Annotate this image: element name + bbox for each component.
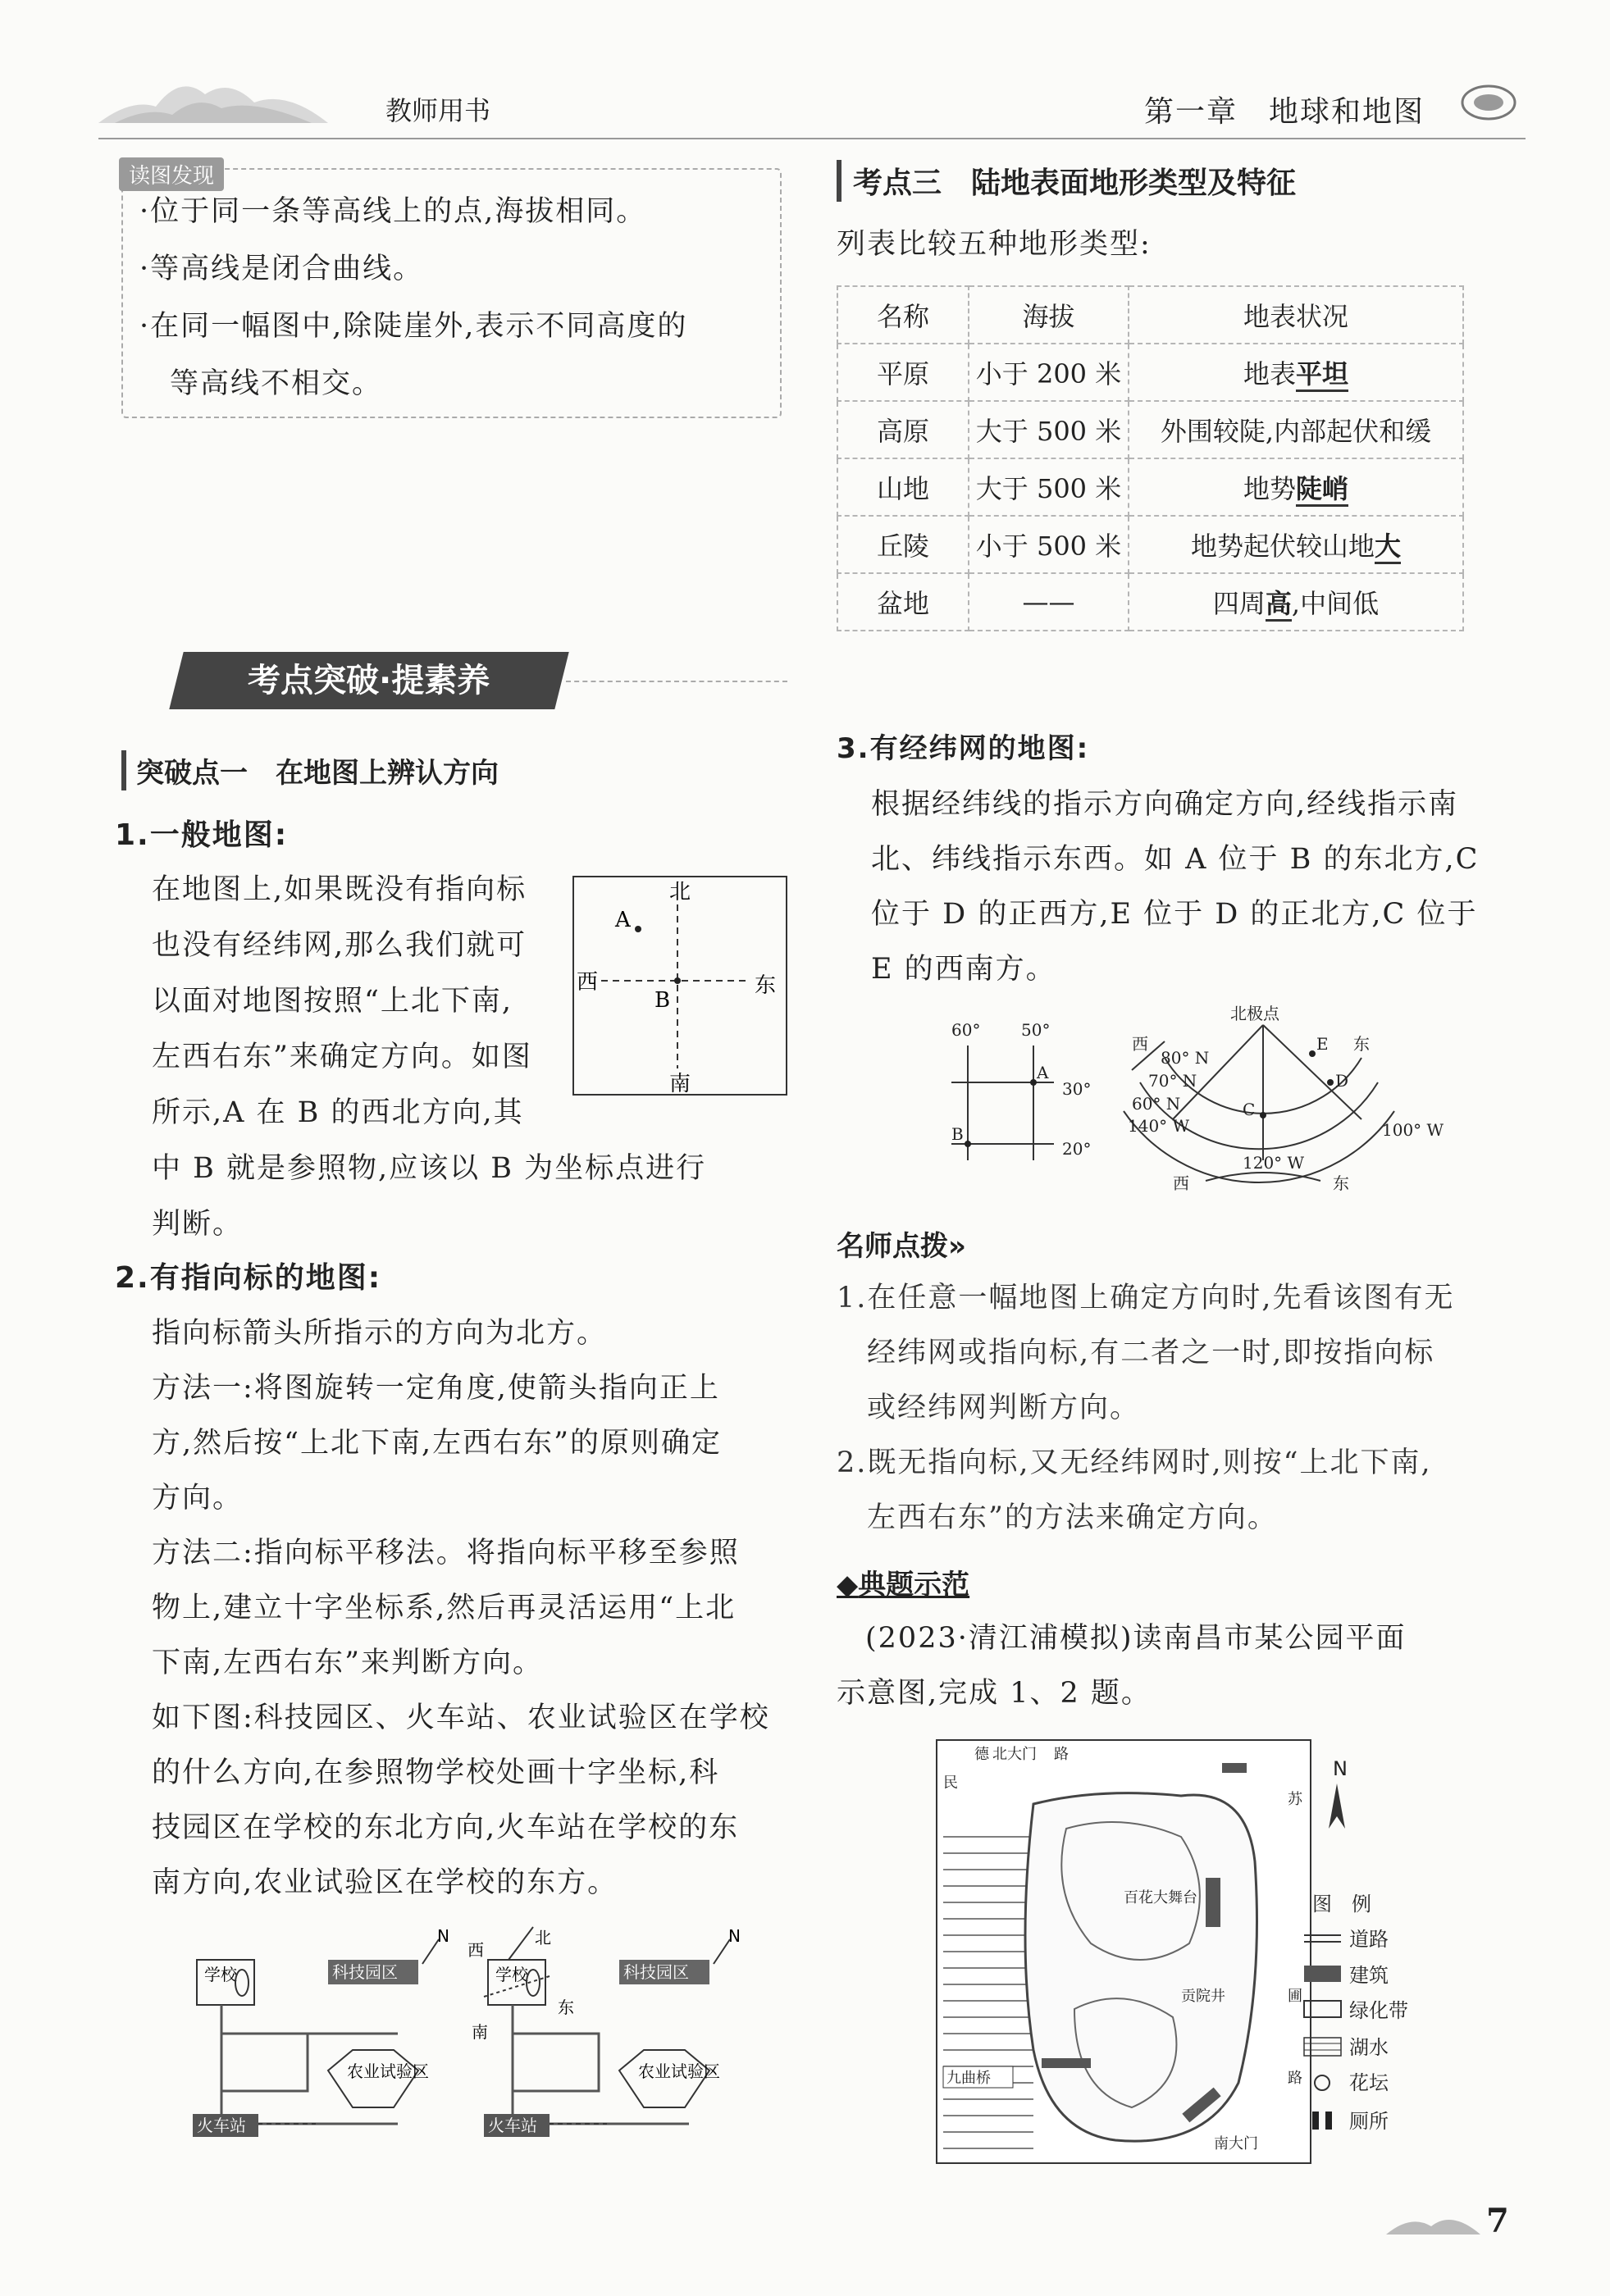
tips-line-2: 经纬网或指向标,有二者之一时,即按指向标 [837, 1337, 1435, 1369]
grat-lon50: 50° [1021, 1020, 1051, 1040]
grat-b: B [951, 1124, 964, 1144]
header-chapter-title: 第一章 地球和地图 [1144, 95, 1425, 129]
grat-w: 西 [1132, 1034, 1148, 1054]
compass-e: 东 [755, 973, 777, 998]
legend-road: 道路 [1349, 1928, 1389, 1951]
point1-s1-title: 1.一般地图: [115, 818, 289, 852]
s2-line-10: 技园区在学校的东北方向,火车站在学校的东 [152, 1811, 740, 1844]
section-banner: 考点突破·提素养 [169, 652, 568, 709]
s2-line-11: 南方向,农业试验区在学校的东方。 [152, 1866, 618, 1899]
s2-line-7: 下南,左西右东”来判断方向。 [152, 1647, 544, 1679]
map2-school: 学校 [495, 1965, 528, 1984]
s2-line-1: 指向标箭头所指示的方向为北方。 [152, 1317, 608, 1350]
s1-line-5: 所示,A 在 B 的西北方向,其 [152, 1096, 524, 1129]
header-mountain-decoration [98, 57, 344, 131]
s1-line-6: 中 B 就是参照物,应该以 B 为坐标点进行 [152, 1152, 707, 1185]
graticule-line-1: 根据经纬线的指示方向确定方向,经线指示南 [871, 788, 1459, 821]
discovery-line-3: ·在同一幅图中,除陡崖外,表示不同高度的 [139, 310, 688, 343]
s2-line-2: 方法一:将图旋转一定角度,使箭头指向正上 [152, 1372, 720, 1405]
legend-title: 图 例 [1312, 1893, 1371, 1916]
compass-s: 南 [669, 1072, 691, 1096]
banner-rule [566, 681, 787, 682]
header-rule [98, 138, 1526, 139]
flower-bed-icon [1315, 2075, 1330, 2090]
s1-line-4: 左西右东”来确定方向。如图 [152, 1041, 532, 1073]
tips-line-4: 2.既无指向标,又无经纬网时,则按“上北下南, [837, 1446, 1432, 1479]
discovery-tag: 读图发现 [119, 157, 224, 191]
s2-line-6: 物上,建立十字坐标系,然后再灵活运用“上北 [152, 1592, 737, 1624]
grat-lat30: 30° [1062, 1079, 1092, 1099]
th-surface: 地表状况 [1129, 286, 1463, 344]
example-title: ◆典题示范 [837, 1569, 970, 1601]
park-map [935, 1738, 1312, 2165]
map1-school-1: 学校 [204, 1965, 237, 1984]
th-name: 名称 [837, 286, 969, 344]
grat-w120: 120° W [1243, 1153, 1305, 1173]
park-min: 民 [943, 1774, 958, 1792]
park-lu: 路 [1288, 2070, 1302, 2087]
s2-line-4: 方向。 [152, 1482, 244, 1515]
diamond-icon: ◆ [837, 1569, 859, 1601]
header-logo-icon [1460, 82, 1517, 123]
park-legend [1304, 1751, 1435, 2152]
map1-farm: 农业试验区 [347, 2061, 429, 2081]
park-gate-n: 北大门 [992, 1746, 1037, 1763]
map2-farm: 农业试验区 [638, 2061, 720, 2081]
map1-tech: 科技园区 [332, 1962, 398, 1982]
legend-building: 建筑 [1349, 1964, 1389, 1987]
example-line-1: (2023·清江浦模拟)读南昌市某公园平面 [865, 1622, 1407, 1655]
tips-line-5: 左西右东”的方法来确定方向。 [837, 1501, 1278, 1534]
toilet-icon [1312, 2112, 1319, 2130]
graticule-line-2: 北、纬线指示东西。如 A 位于 B 的东北方,C [871, 843, 1480, 876]
s1-line-7: 判断。 [152, 1208, 244, 1241]
park-gate-s: 南大门 [1214, 2135, 1258, 2152]
park-su: 苏 [1288, 1791, 1302, 1808]
tips-line-1: 1.在任意一幅地图上确定方向时,先看该图有无 [837, 1282, 1455, 1314]
s2-line-3: 方,然后按“上北下南,左西右东”的原则确定 [152, 1427, 723, 1460]
map2-station: 火车站 [488, 2116, 537, 2135]
map2-dir-e: 东 [558, 1998, 574, 2017]
map2-n: N [728, 1926, 741, 1946]
grat-w100: 100° W [1382, 1120, 1444, 1140]
grat-e-point: E [1316, 1034, 1329, 1054]
grat-lon60: 60° [951, 1020, 981, 1040]
grat-a: A [1037, 1063, 1049, 1082]
map2-tech: 科技园区 [623, 1962, 689, 1982]
map1-n: N [437, 1926, 449, 1946]
park-de: 德 [974, 1746, 989, 1763]
graticule-line-4: E 的西南方。 [871, 953, 1056, 986]
table-row: 山地 大于 500 米 地势陡峭 [837, 458, 1463, 516]
grat-w140: 140° W [1128, 1116, 1190, 1136]
grat-c: C [1243, 1100, 1256, 1119]
point1-s2-title: 2.有指向标的地图: [115, 1261, 382, 1295]
map2-dir-n: 北 [535, 1928, 551, 1947]
s2-line-8: 如下图:科技园区、火车站、农业试验区在学校 [152, 1702, 770, 1734]
discovery-line-1: ·位于同一条等高线上的点,海拔相同。 [139, 195, 647, 228]
grat-n60: 60° N [1132, 1094, 1181, 1114]
s2-line-9: 的什么方向,在参照物学校处画十字坐标,科 [152, 1756, 720, 1789]
table-row: 丘陵 小于 500 米 地势起伏较山地大 [837, 516, 1463, 573]
compass-w: 西 [577, 970, 599, 995]
graticule-line-3: 位于 D 的正西方,E 位于 D 的正北方,C 位于 [871, 898, 1478, 931]
point3-intro: 列表比较五种地形类型: [837, 228, 1152, 261]
point1-title: 突破点一 在地图上辨认方向 [121, 750, 499, 790]
compass-a: A [615, 908, 631, 932]
grat-bottom-w: 西 [1173, 1173, 1189, 1193]
table-row: 盆地 —— 四周高,中间低 [837, 573, 1463, 631]
graticule-title: 3.有经纬网的地图: [837, 732, 1090, 765]
map2-dir-w: 西 [467, 1940, 484, 1960]
s1-line-1: 在地图上,如果既没有指向标 [152, 873, 527, 906]
table-row: 高原 大于 500 米 外围较陡,内部起伏和缓 [837, 401, 1463, 458]
park-well: 贡院井 [1181, 1988, 1225, 2005]
grat-n80: 80° N [1161, 1048, 1210, 1068]
point3-title: 考点三 陆地表面地形类型及特征 [837, 160, 1296, 202]
legend-flower: 花坛 [1349, 2071, 1389, 2094]
graticule-diagrams [943, 1004, 1444, 1197]
tips-title: 名师点拨» [837, 1230, 966, 1263]
grat-d: D [1335, 1071, 1349, 1091]
grat-n70: 70° N [1148, 1071, 1197, 1091]
footer-mountain-decoration [1386, 2206, 1485, 2239]
map2-dir-s: 南 [472, 2022, 488, 2042]
page-number: 7 [1486, 2202, 1509, 2240]
park-road1: 路 [1054, 1746, 1069, 1763]
grat-pole: 北极点 [1230, 1004, 1279, 1023]
s2-line-5: 方法二:指向标平移法。将指向标平移至参照 [152, 1537, 740, 1569]
school-direction-maps [185, 1927, 759, 2148]
grat-bottom-e: 东 [1333, 1173, 1349, 1193]
compass-n: 北 [669, 880, 691, 904]
legend-green: 绿化带 [1349, 1999, 1408, 2022]
tips-line-3: 或经纬网判断方向。 [837, 1392, 1141, 1424]
compass-b: B [654, 988, 671, 1013]
legend-water: 湖水 [1349, 2036, 1389, 2059]
table-header-row [837, 286, 1463, 344]
chevron-right-icon: » [948, 1230, 966, 1263]
grat-lat20: 20° [1062, 1139, 1092, 1159]
legend-toilet: 厕所 [1349, 2110, 1389, 2133]
grat-e: 东 [1353, 1034, 1370, 1054]
discovery-line-4: 等高线不相交。 [139, 367, 383, 400]
header-book-label: 教师用书 [385, 95, 491, 126]
park-north: N [1333, 1757, 1348, 1780]
table-row: 平原 小于 200 米 地表平坦 [837, 344, 1463, 401]
map1-station: 火车站 [197, 2116, 246, 2135]
park-bridge: 九曲桥 [946, 2070, 991, 2087]
example-line-2: 示意图,完成 1、2 题。 [837, 1677, 1152, 1710]
compass-diagram [572, 876, 787, 1097]
park-yuan: 圃 [1288, 1988, 1302, 2005]
north-arrow-icon [1329, 1784, 1345, 1829]
th-altitude: 海拔 [969, 286, 1129, 344]
s1-line-2: 也没有经纬网,那么我们就可 [152, 929, 527, 962]
park-stage: 百花大舞台 [1124, 1889, 1197, 1906]
s1-line-3: 以面对地图按照“上北下南, [152, 985, 513, 1018]
terrain-table [837, 285, 1464, 631]
discovery-line-2: ·等高线是闭合曲线。 [139, 253, 424, 285]
